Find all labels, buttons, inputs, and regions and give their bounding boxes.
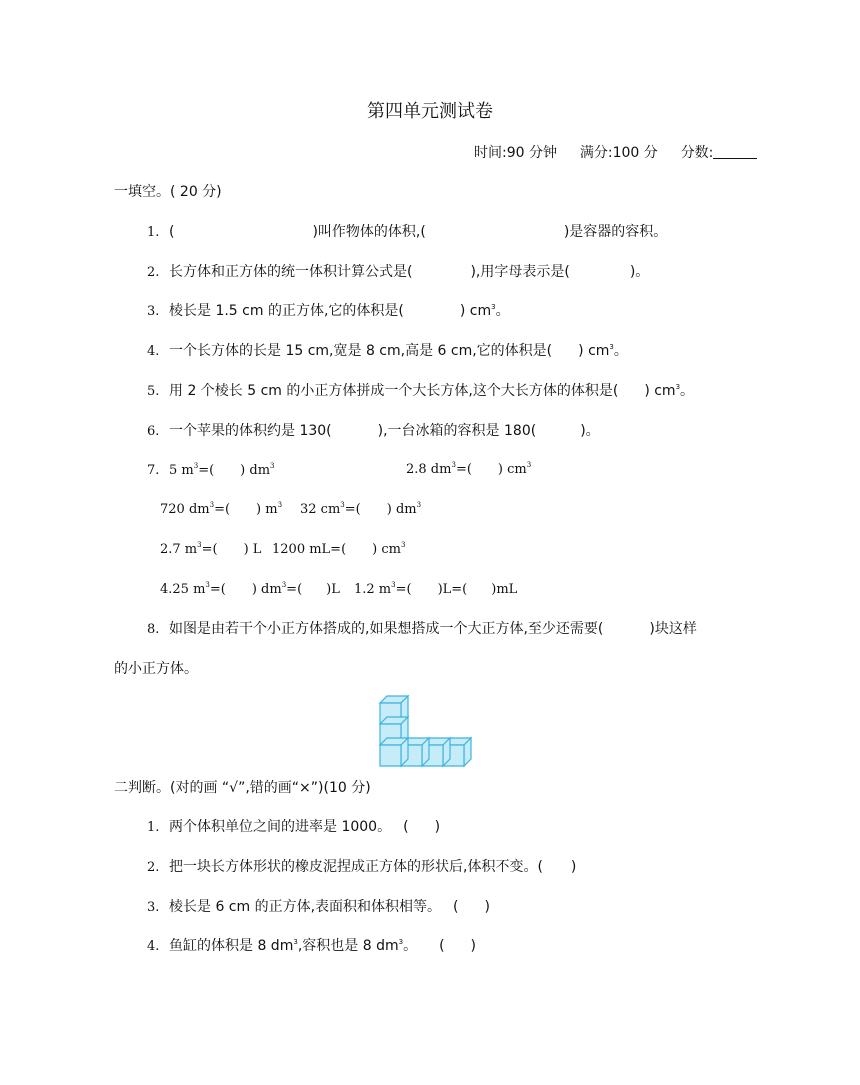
text: 1200 mL=( — [272, 542, 347, 557]
text: ) — [570, 859, 577, 875]
cube-stack-figure — [378, 686, 484, 768]
superscript: 3 — [398, 938, 404, 946]
text: ) cm — [644, 383, 676, 399]
cube-front-face — [380, 745, 401, 766]
superscript: 3 — [209, 501, 215, 509]
text: 。 — [680, 383, 695, 399]
page-title: 第四单元测试卷 — [367, 101, 493, 122]
text: ) dm — [240, 463, 271, 478]
text: =( — [286, 582, 303, 597]
question-2-2 — [147, 858, 576, 877]
text: ) m — [256, 502, 278, 517]
text: ) L — [243, 542, 262, 557]
text: 用 2 个棱长 5 cm 的小正方体拼成一个大长方体,这个大长方体的体积是( — [169, 383, 619, 399]
question-1-8-continued: 的小正方体。 — [114, 661, 198, 677]
text: )。 — [629, 264, 650, 280]
text: 。 — [613, 343, 628, 359]
text: 如图是由若干个小正方体搭成的,如果想搭成一个大正方体,至少还需要( — [169, 621, 604, 637]
text: ) cm — [459, 303, 492, 319]
conversion-h — [354, 581, 517, 599]
question-1-6 — [147, 422, 600, 441]
question-number: 1. — [147, 820, 160, 835]
text: 2.7 m — [160, 542, 198, 557]
question-number: 2. — [147, 860, 160, 875]
question-1-7 — [147, 461, 275, 480]
conversion-d — [300, 501, 421, 519]
superscript: 3 — [675, 383, 681, 391]
conversion-c — [160, 501, 282, 519]
superscript: 3 — [193, 462, 199, 470]
text: ) cm — [372, 542, 401, 557]
text: )是容器的容积。 — [563, 224, 668, 240]
superscript: 3 — [205, 581, 210, 589]
text: ) dm — [251, 582, 282, 597]
superscript: 3 — [391, 581, 396, 589]
text: =( — [198, 463, 215, 478]
question-number: 3. — [147, 304, 160, 319]
question-1-5 — [147, 382, 694, 401]
time-limit: 时间:90 分钟 — [474, 145, 557, 161]
text: ( — [453, 899, 459, 915]
superscript: 3 — [281, 581, 287, 589]
text: 鱼缸的体积是 8 dm — [169, 938, 294, 954]
text: ) cm — [578, 343, 610, 359]
text: =( — [344, 502, 361, 517]
text: 。 — [403, 938, 418, 954]
question-1-2 — [147, 263, 649, 282]
text: ) dm — [386, 502, 417, 517]
text: ( — [403, 819, 409, 835]
text: ),用字母表示是( — [470, 264, 570, 280]
text: 1.2 m — [354, 582, 392, 597]
conversion-f — [272, 541, 405, 559]
text: )叫作物体的体积,( — [312, 224, 426, 240]
text: ) — [434, 819, 441, 835]
question-1-3 — [147, 302, 510, 321]
score-label: 分数: — [680, 145, 714, 161]
text: ),一台冰箱的容积是 180( — [377, 423, 537, 439]
text: 长方体和正方体的统一体积计算公式是( — [169, 264, 413, 280]
superscript: 3 — [491, 303, 496, 311]
question-number: 1. — [147, 225, 160, 240]
question-2-4 — [147, 937, 476, 956]
conversion-b — [406, 461, 531, 479]
conversion-a — [169, 463, 275, 478]
question-number: 7. — [147, 463, 160, 478]
question-2-1 — [147, 818, 440, 837]
question-1-1 — [147, 223, 667, 242]
text: )L — [326, 582, 340, 597]
full-score: 满分:100 分 — [579, 145, 658, 161]
superscript: 3 — [270, 462, 275, 470]
text: )块这样 — [649, 621, 697, 637]
score-field[interactable] — [713, 144, 757, 159]
superscript: 3 — [400, 541, 406, 549]
text: =( — [201, 542, 218, 557]
text: 两个体积单位之间的进率是 1000。 — [169, 819, 392, 835]
question-number: 3. — [147, 900, 160, 915]
text: =( — [395, 582, 412, 597]
question-1-4 — [147, 342, 628, 361]
text: ( — [439, 938, 445, 954]
question-2-3 — [147, 898, 490, 917]
superscript: 3 — [340, 501, 345, 509]
exam-meta — [474, 144, 757, 162]
text: 4.25 m — [160, 582, 206, 597]
text: 棱长是 6 cm 的正方体,表面积和体积相等。 — [169, 899, 442, 915]
superscript: 3 — [609, 343, 614, 351]
section-2-heading: 二判断。(对的画 “√”,错的画“×”)(10 分) — [114, 780, 371, 796]
text: )mL — [491, 582, 518, 597]
text: ( — [169, 224, 175, 240]
conversion-g — [160, 581, 340, 599]
text: )。 — [580, 423, 600, 439]
text: ,容积也是 8 dm — [297, 938, 399, 954]
text: 。 — [495, 303, 510, 319]
question-number: 8. — [147, 622, 160, 637]
section-1-heading: 一填空。( 20 分) — [114, 184, 222, 200]
text: ) cm — [497, 462, 527, 477]
text: =( — [209, 582, 226, 597]
question-number: 6. — [147, 424, 160, 439]
text: 2.8 dm — [406, 462, 452, 477]
superscript: 3 — [277, 501, 283, 509]
text: =( — [214, 502, 231, 517]
text: ) — [470, 938, 477, 954]
conversion-e — [160, 541, 261, 559]
text: )L=( — [437, 582, 468, 597]
question-1-8 — [147, 620, 697, 639]
superscript: 3 — [451, 461, 456, 469]
question-number: 4. — [147, 344, 160, 359]
text: 32 cm — [300, 502, 341, 517]
text: 720 dm — [160, 502, 210, 517]
text: 棱长是 1.5 cm 的正方体,它的体积是( — [169, 303, 404, 319]
superscript: 3 — [526, 461, 532, 469]
superscript: 3 — [293, 938, 298, 946]
superscript: 3 — [197, 541, 202, 549]
text: 把一块长方体形状的橡皮泥捏成正方体的形状后,体积不变。( — [169, 859, 543, 875]
text: 一个苹果的体积约是 130( — [169, 423, 332, 439]
text: 一个长方体的长是 15 cm,宽是 8 cm,高是 6 cm,它的体积是( — [169, 343, 553, 359]
text: 5 m — [169, 463, 194, 478]
question-number: 2. — [147, 265, 160, 280]
text: ) — [484, 899, 490, 915]
text: =( — [455, 462, 472, 477]
superscript: 3 — [416, 501, 422, 509]
question-number: 5. — [147, 384, 160, 399]
question-number: 4. — [147, 939, 160, 954]
